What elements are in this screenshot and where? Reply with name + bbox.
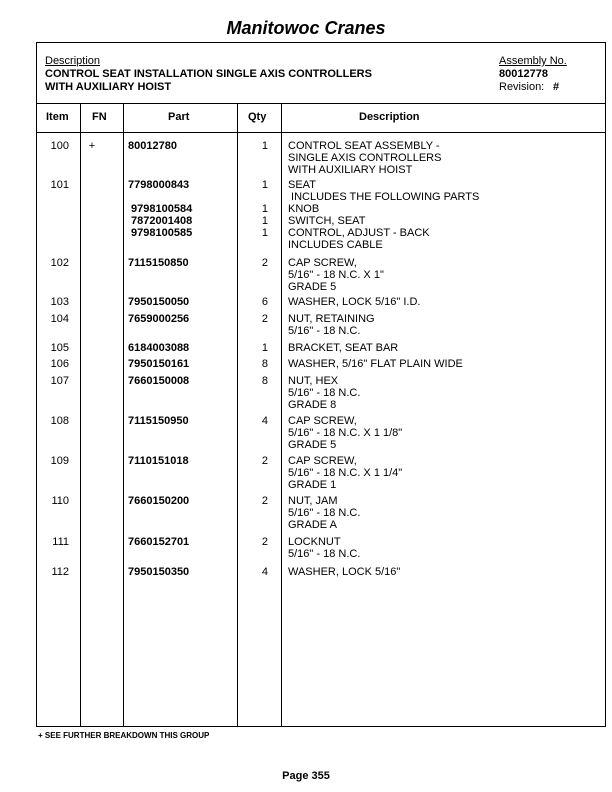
item-number: 103 [50,296,69,308]
description-line: CAP SCREW, [288,257,357,269]
footnote: + SEE FURTHER BREAKDOWN THIS GROUP [38,731,210,740]
description-label: Description [45,55,101,67]
parts-list-frame [36,42,606,727]
description-line: 5/16" - 18 N.C. [288,325,361,337]
column-header-part: Part [168,111,190,123]
column-header-item: Item [46,111,69,123]
description-line: 5/16" - 18 N.C. X 1 1/4" [288,467,403,479]
item-number: 112 [51,566,69,578]
description-line: CONTROL SEAT ASSEMBLY - [288,140,440,152]
quantity: 4 [261,566,268,578]
quantity: 1 [261,140,268,152]
description-line: 5/16" - 18 N.C. X 1" [288,269,384,281]
assembly-description-line2: WITH AUXILIARY HOIST [45,81,172,93]
part-number: 7110151018 [128,455,189,467]
description-line: WASHER, LOCK 5/16" [288,566,401,578]
description-line: KNOB [288,203,320,215]
quantity: 8 [261,358,268,370]
fn-marker: + [88,140,96,152]
part-number: 7660152701 [128,536,190,548]
item-number: 110 [51,495,69,507]
part-number: 7660150200 [128,495,190,507]
assembly-header [37,43,605,104]
description-line: GRADE 8 [288,399,337,411]
quantity: 2 [261,495,268,507]
column-divider [123,103,124,726]
column-divider [281,103,282,726]
part-number: 7950150161 [128,358,190,370]
description-line: GRADE 5 [288,281,337,293]
part-number: 7950150350 [128,566,190,578]
item-number: 104 [50,313,69,325]
item-number: 100 [50,140,69,152]
quantity: 6 [261,296,268,308]
column-header-fn: FN [92,111,107,123]
item-number: 109 [50,455,69,467]
item-number: 106 [50,358,69,370]
description-line: SWITCH, SEAT [288,215,366,227]
quantity: 1 [261,227,268,239]
column-divider [80,103,81,726]
item-number: 111 [52,536,69,548]
part-number: 7950150050 [128,296,190,308]
part-number: 7798000843 [128,179,190,191]
item-number: 102 [50,257,69,269]
description-line: BRACKET, SEAT BAR [288,342,399,354]
page-title: Manitowoc Cranes [226,18,386,38]
revision-value: # [553,81,560,93]
quantity: 1 [261,342,268,354]
assembly-number: 80012778 [499,68,548,80]
item-number: 107 [50,375,69,387]
column-header-qty: Qty [248,111,267,123]
description-line: WITH AUXILIARY HOIST [288,164,413,176]
quantity: 2 [261,536,268,548]
description-line: 5/16" - 18 N.C. [288,387,361,399]
column-header-description: Description [359,111,420,123]
description-line: INCLUDES THE FOLLOWING PARTS [288,191,480,203]
quantity: 1 [261,179,268,191]
quantity: 1 [261,203,268,215]
part-number: 7660150008 [128,375,190,387]
part-number: 6184003088 [128,342,190,354]
quantity: 2 [261,257,268,269]
item-number: 105 [50,342,69,354]
description-line: INCLUDES CABLE [288,239,383,251]
quantity: 1 [261,215,268,227]
description-line: 5/16" - 18 N.C. [288,548,361,560]
description-line: CAP SCREW, [288,415,357,427]
description-line: GRADE A [288,519,337,531]
description-line: GRADE 1 [288,479,337,491]
description-line: CAP SCREW, [288,455,357,467]
quantity: 2 [261,455,268,467]
assembly-number-label: Assembly No. [499,55,567,67]
description-line: WASHER, LOCK 5/16" I.D. [288,296,421,308]
part-number: 7872001408 [128,215,193,227]
part-number: 9798100585 [128,227,193,239]
item-number: 101 [50,179,69,191]
item-number: 108 [50,415,69,427]
assembly-description-line1: CONTROL SEAT INSTALLATION SINGLE AXIS CONTROLLERS [45,68,372,80]
description-line: CONTROL, ADJUST - BACK [288,227,430,239]
column-divider [237,103,238,726]
revision-label: Revision: [499,81,545,93]
part-number: 80012780 [128,140,177,152]
quantity: 8 [261,375,268,387]
part-number: 7115150950 [128,415,189,427]
part-number: 7115150850 [128,257,189,269]
quantity: 2 [261,313,268,325]
part-number: 9798100584 [128,203,193,215]
description-line: GRADE 5 [288,439,337,451]
page-number: Page 355 [282,770,330,782]
description-line: 5/16" - 18 N.C. X 1 1/8" [288,427,403,439]
description-line: WASHER, 5/16" FLAT PLAIN WIDE [288,358,463,370]
description-line: NUT, RETAINING [288,313,375,325]
description-line: LOCKNUT [288,536,341,548]
quantity: 4 [261,415,268,427]
description-line: SINGLE AXIS CONTROLLERS [288,152,442,164]
description-line: NUT, JAM [288,495,338,507]
description-line: 5/16" - 18 N.C. [288,507,361,519]
description-line: NUT, HEX [288,375,339,387]
part-number: 7659000256 [128,313,190,325]
description-line: SEAT [288,179,316,191]
